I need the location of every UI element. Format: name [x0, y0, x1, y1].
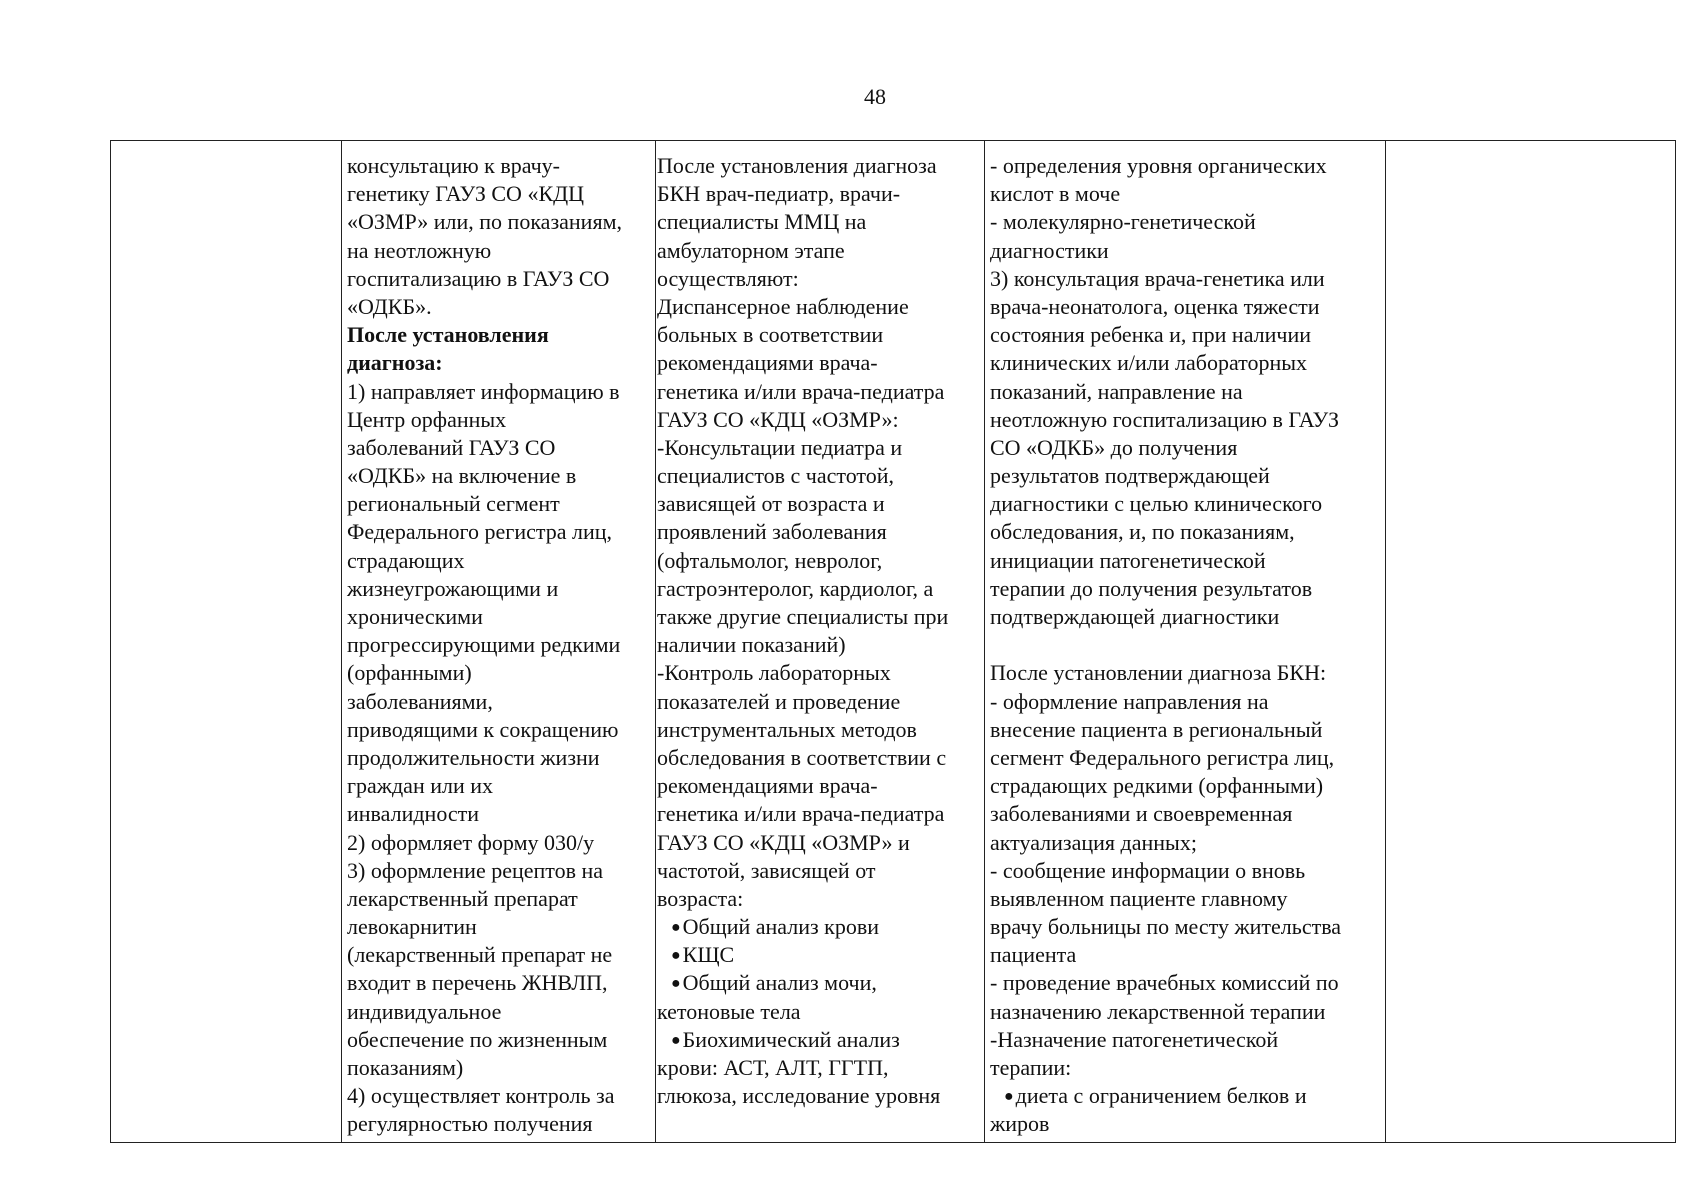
text-line: подтверждающей диагностики	[990, 604, 1280, 629]
text-line: индивидуальное	[347, 998, 502, 1024]
text-line: обследования в соответствии с	[657, 744, 947, 770]
text-line: ГАУЗ СО «КДЦ «ОЗМР»:	[657, 406, 899, 432]
text-line: состояния ребенка и, при наличии	[990, 322, 1312, 348]
bullet-text: Общий анализ крови	[682, 914, 880, 940]
clinical-table	[110, 140, 1676, 1143]
text-line: (офтальмолог, невролог,	[657, 547, 883, 573]
text-line: хроническими	[347, 604, 483, 629]
text-line: продолжительности жизни	[347, 744, 600, 770]
text-line: «ОДКБ» на включение в	[347, 463, 577, 489]
text-line: гастроэнтеролог, кардиолог, а	[657, 575, 934, 601]
text-line: диагностики	[990, 237, 1109, 263]
bold-heading-line: После установления	[347, 322, 549, 348]
text-line: жизнеугрожающими и	[347, 575, 559, 601]
text-line: выявленном пациенте главному	[990, 885, 1288, 911]
text-line: кетоновые тела	[657, 998, 801, 1024]
text-line: показаний, направление на	[990, 378, 1243, 404]
text-line: - оформление направления на	[990, 688, 1269, 714]
bullet-item	[990, 1082, 1341, 1110]
text-line: (орфанными)	[347, 660, 472, 686]
cell-col3	[657, 152, 948, 1110]
text-line: возраста:	[657, 885, 744, 911]
column-divider	[655, 141, 656, 1142]
text-line: - сообщение информации о вновь	[990, 857, 1306, 883]
text-line: - молекулярно-генетической	[990, 209, 1256, 235]
text-line: проявлений заболевания	[657, 519, 887, 545]
text-line: врачу больницы по месту жительства	[990, 914, 1342, 940]
text-line: ГАУЗ СО «КДЦ «ОЗМР» и	[657, 829, 910, 855]
text-line: обеспечение по жизненным	[347, 1026, 608, 1052]
text-line: консультацию к врачу-	[347, 153, 561, 178]
text-line: прогрессирующими редкими	[347, 632, 621, 658]
bullet-text: диета с ограничением белков и	[1015, 1083, 1307, 1109]
text-line: «ОДКБ».	[347, 293, 432, 319]
text-line: специалисты ММЦ на	[657, 209, 867, 235]
text-line: регулярностью получения	[347, 1111, 593, 1137]
text-line: БКН врач-педиатр, врачи-	[657, 181, 901, 207]
text-line: также другие специалисты при	[657, 604, 949, 629]
text-line: приводящими к сокращению	[347, 716, 619, 742]
text-line: 4) осуществляет контроль за	[347, 1083, 615, 1109]
text-line: сегмент Федерального регистра лиц,	[990, 744, 1335, 770]
text-line: заболеваний ГАУЗ СО	[347, 434, 556, 460]
text-line: наличии показаний)	[657, 632, 846, 658]
text-line: генетику ГАУЗ СО «КДЦ	[347, 181, 585, 207]
blank-line	[990, 631, 1341, 659]
text-line: После установления диагноза	[657, 153, 937, 178]
text-line: «ОЗМР» или, по показаниям,	[347, 209, 622, 235]
text-line: кислот в моче	[990, 181, 1121, 207]
bullet-icon: ●	[671, 947, 681, 965]
text-line: - определения уровня органических	[990, 153, 1327, 178]
text-line: Центр орфанных	[347, 406, 507, 432]
text-line: осуществляют:	[657, 265, 799, 291]
text-line: крови: АСТ, АЛТ, ГГТП,	[657, 1055, 889, 1080]
text-line: глюкоза, исследование уровня	[657, 1083, 941, 1109]
text-line: Федерального регистра лиц,	[347, 519, 613, 545]
text-line: граждан или их	[347, 773, 494, 799]
bullet-item	[657, 913, 948, 941]
text-line: заболеваниями,	[347, 688, 493, 714]
bullet-text: Общий анализ мочи,	[682, 970, 877, 996]
cell-col4	[990, 152, 1341, 1139]
text-line: левокарнитин	[347, 914, 477, 940]
text-line: генетика и/или врача-педиатра	[657, 378, 945, 404]
bullet-icon: ●	[671, 1031, 681, 1049]
text-line: рекомендациями врача-	[657, 350, 878, 376]
text-line: назначению лекарственной терапии	[990, 998, 1326, 1024]
text-line: показателей и проведение	[657, 688, 901, 714]
text-line: инициации патогенетической	[990, 547, 1266, 573]
text-line: на неотложную	[347, 237, 492, 263]
text-line: амбулаторном этапе	[657, 237, 845, 263]
text-line: 3) консультация врача-генетика или	[990, 265, 1325, 291]
text-line: терапии до получения результатов	[990, 575, 1313, 601]
bold-heading-line: диагноза:	[347, 350, 443, 376]
bullet-item	[657, 941, 948, 969]
text-line: -Назначение патогенетической	[990, 1026, 1279, 1052]
text-line: неотложную госпитализацию в ГАУЗ	[990, 406, 1339, 432]
text-line: внесение пациента в региональный	[990, 716, 1323, 742]
bullet-item	[657, 1026, 948, 1054]
text-line: рекомендациями врача-	[657, 773, 878, 799]
column-divider	[1385, 141, 1386, 1142]
text-line: частотой, зависящей от	[657, 857, 876, 883]
text-line: заболеваниями и своевременная	[990, 801, 1293, 827]
text-line: врача-неонатолога, оценка тяжести	[990, 293, 1320, 319]
text-line: специалистов с частотой,	[657, 463, 895, 489]
text-line: клинических и/или лабораторных	[990, 350, 1308, 376]
text-line: инструментальных методов	[657, 716, 917, 742]
text-line: 1) направляет информацию в	[347, 378, 620, 404]
text-line: больных в соответствии	[657, 322, 884, 348]
text-line: - проведение врачебных комиссий по	[990, 970, 1339, 996]
bullet-item	[657, 969, 948, 997]
text-line: 2) оформляет форму 030/у	[347, 829, 595, 855]
text-line: пациента	[990, 942, 1077, 968]
text-line: После установлении диагноза БКН:	[990, 660, 1327, 686]
bullet-icon: ●	[671, 975, 681, 993]
text-line: Диспансерное наблюдение	[657, 293, 909, 319]
bullet-icon: ●	[671, 919, 681, 937]
text-line: диагностики с целью клинического	[990, 491, 1323, 517]
text-line: терапии:	[990, 1055, 1072, 1080]
text-line: региональный сегмент	[347, 491, 560, 517]
column-divider	[341, 141, 342, 1142]
text-line: госпитализацию в ГАУЗ СО	[347, 265, 610, 291]
text-line: -Контроль лабораторных	[657, 660, 891, 686]
text-line: зависящей от возраста и	[657, 491, 885, 517]
text-line: (лекарственный препарат не	[347, 942, 613, 968]
text-line: СО «ОДКБ» до получения	[990, 434, 1238, 460]
text-line: лекарственный препарат	[347, 885, 578, 911]
text-line: генетика и/или врача-педиатра	[657, 801, 945, 827]
bullet-text: Биохимический анализ	[682, 1026, 900, 1052]
text-line: актуализация данных;	[990, 829, 1197, 855]
text-line: входит в перечень ЖНВЛП,	[347, 970, 608, 996]
page-number: 48	[864, 84, 886, 109]
text-line: результатов подтверждающей	[990, 463, 1270, 489]
text-line: страдающих	[347, 547, 465, 573]
cell-col2	[347, 152, 622, 1139]
text-line: обследования, и, по показаниям,	[990, 519, 1295, 545]
bullet-text: КЩС	[682, 942, 735, 968]
text-line: показаниям)	[347, 1055, 464, 1080]
text-line: инвалидности	[347, 801, 480, 827]
column-divider	[984, 141, 985, 1142]
text-line: жиров	[990, 1111, 1050, 1137]
text-line: 3) оформление рецептов на	[347, 857, 604, 883]
bullet-icon: ●	[1004, 1088, 1014, 1106]
text-line: -Консультации педиатра и	[657, 434, 903, 460]
text-line: страдающих редкими (орфанными)	[990, 773, 1324, 799]
